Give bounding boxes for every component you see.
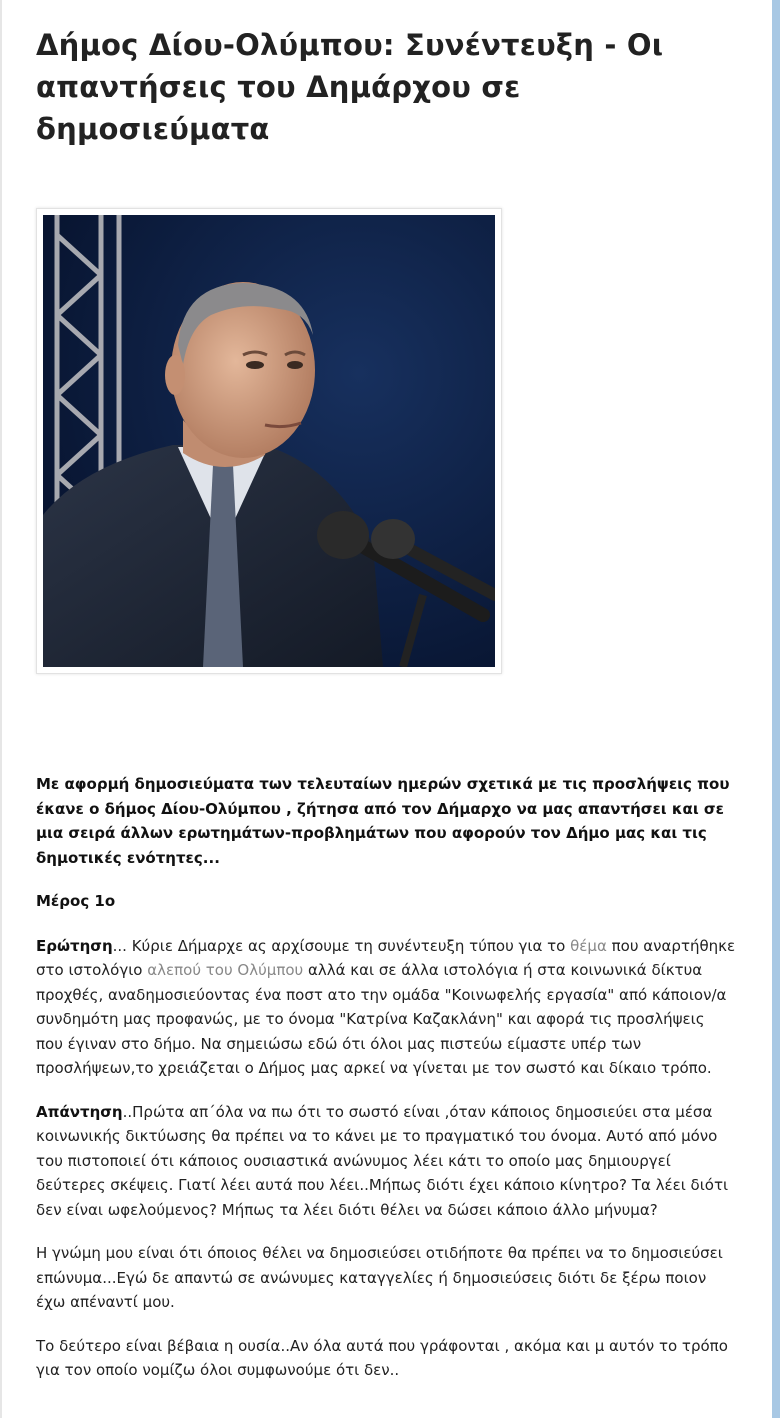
- question-text-2: που αναρτήθηκε στο ιστολόγιο: [36, 936, 736, 979]
- question-text-3: αλλά και σε άλλα ιστολόγια ή στα κοινωνικά δίκτυα προχθές, αναδημοσιεύοντας ένα ποστ ατο την ομάδα "Κοινωφελής εργασία" από κάποιον/α συνδημότη μας προφανώς, με το όνομα "Κατρίνα Καζακλάνη" και αφορά τις προσλήψεις που έγιναν στο δήμο. Να σημειώσω εδώ ότι όλοι μας πιστεύω είμαστε υπέρ των προσλήψεων,το χρειάζεται ο Δήμος μας αρκεί να γίνεται με τον σωστό και δίκαιο τρόπο.: [36, 961, 727, 1077]
- question-label: Ερώτηση: [36, 936, 113, 955]
- page-left-border: [0, 0, 2, 1418]
- article-lead: Με αφορμή δημοσιεύματα των τελευταίων ημερών σχετικά με τις προσλήψεις που έκανε ο δήμος Δίου-Ολύμπου , ζήτησα από τον Δήμαρχο να μας απαντήσει και σε μια σειρά άλλων ερωτημάτων-προβλημάτων που αφορούν τον Δήμο μας και τις δημοτικές ενότητες...: [36, 775, 730, 867]
- paragraph-substance: Το δεύτερο είναι βέβαια η ουσία..Αν όλα αυτά που γράφονται , ακόμα και μ αυτόν το τρόπο για τον οποίο νομίζω όλοι συμφωνούμε ότι δεν..: [36, 1336, 728, 1379]
- answer-text: ..Πρώτα απ΄όλα να πω ότι το σωστό είναι ,όταν κάποιος δημοσιεύει στα μέσα κοινωνικής δικτύωσης θα πρέπει να το κάνει με το πραγματικό του όνομα. Αυτό από μόνο του πιστοποιεί ότι κάποιος ουσιαστικά ανώνυμος λέει κάτι το οποίο μας δημιουργεί δεύτερες σκέψεις. Γιατί λέει αυτά που λέει..Μήπως διότι έχει κάποιο κίνητρο? Τα λέει διότι δεν είναι ωφελούμενος? Μήπως τα λέει διότι θέλει να δώσει κάποιο άλλο μήνυμα?: [36, 1102, 729, 1219]
- blog-link[interactable]: αλεπού του Ολύμπου: [147, 961, 304, 979]
- article-body: [36, 772, 736, 1383]
- mayor-photo: [43, 215, 495, 667]
- question-text-1: ... Κύριε Δήμαρχε ας αρχίσουμε τη συνέντευξη τύπου για το: [112, 936, 571, 955]
- page-right-sidebar-strip: [772, 0, 780, 1418]
- article-title: Δήμος Δίου-Ολύμπου: Συνέντευξη - Οι απαντήσεις του Δημάρχου σε δημοσιεύματα: [36, 28, 664, 146]
- topic-link[interactable]: θέμα: [570, 936, 607, 955]
- answer-label: Απάντηση: [36, 1102, 123, 1121]
- answer-paragraph: [36, 1100, 736, 1223]
- article-photo-frame: [36, 208, 502, 674]
- part-title: Μέρος 1ο: [36, 892, 116, 910]
- question-paragraph: [36, 934, 736, 1081]
- article: [36, 24, 736, 1402]
- paragraph-opinion: Η γνώμη μου είναι ότι όποιος θέλει να δημοσιεύσει οτιδήποτε θα πρέπει να το δημοσιεύσει επώνυμα...Εγώ δε απαντώ σε ανώνυμες καταγγελίες ή δημοσιεύσεις διότι δε ξέρω ποιον έχω απέναντί μου.: [36, 1244, 723, 1311]
